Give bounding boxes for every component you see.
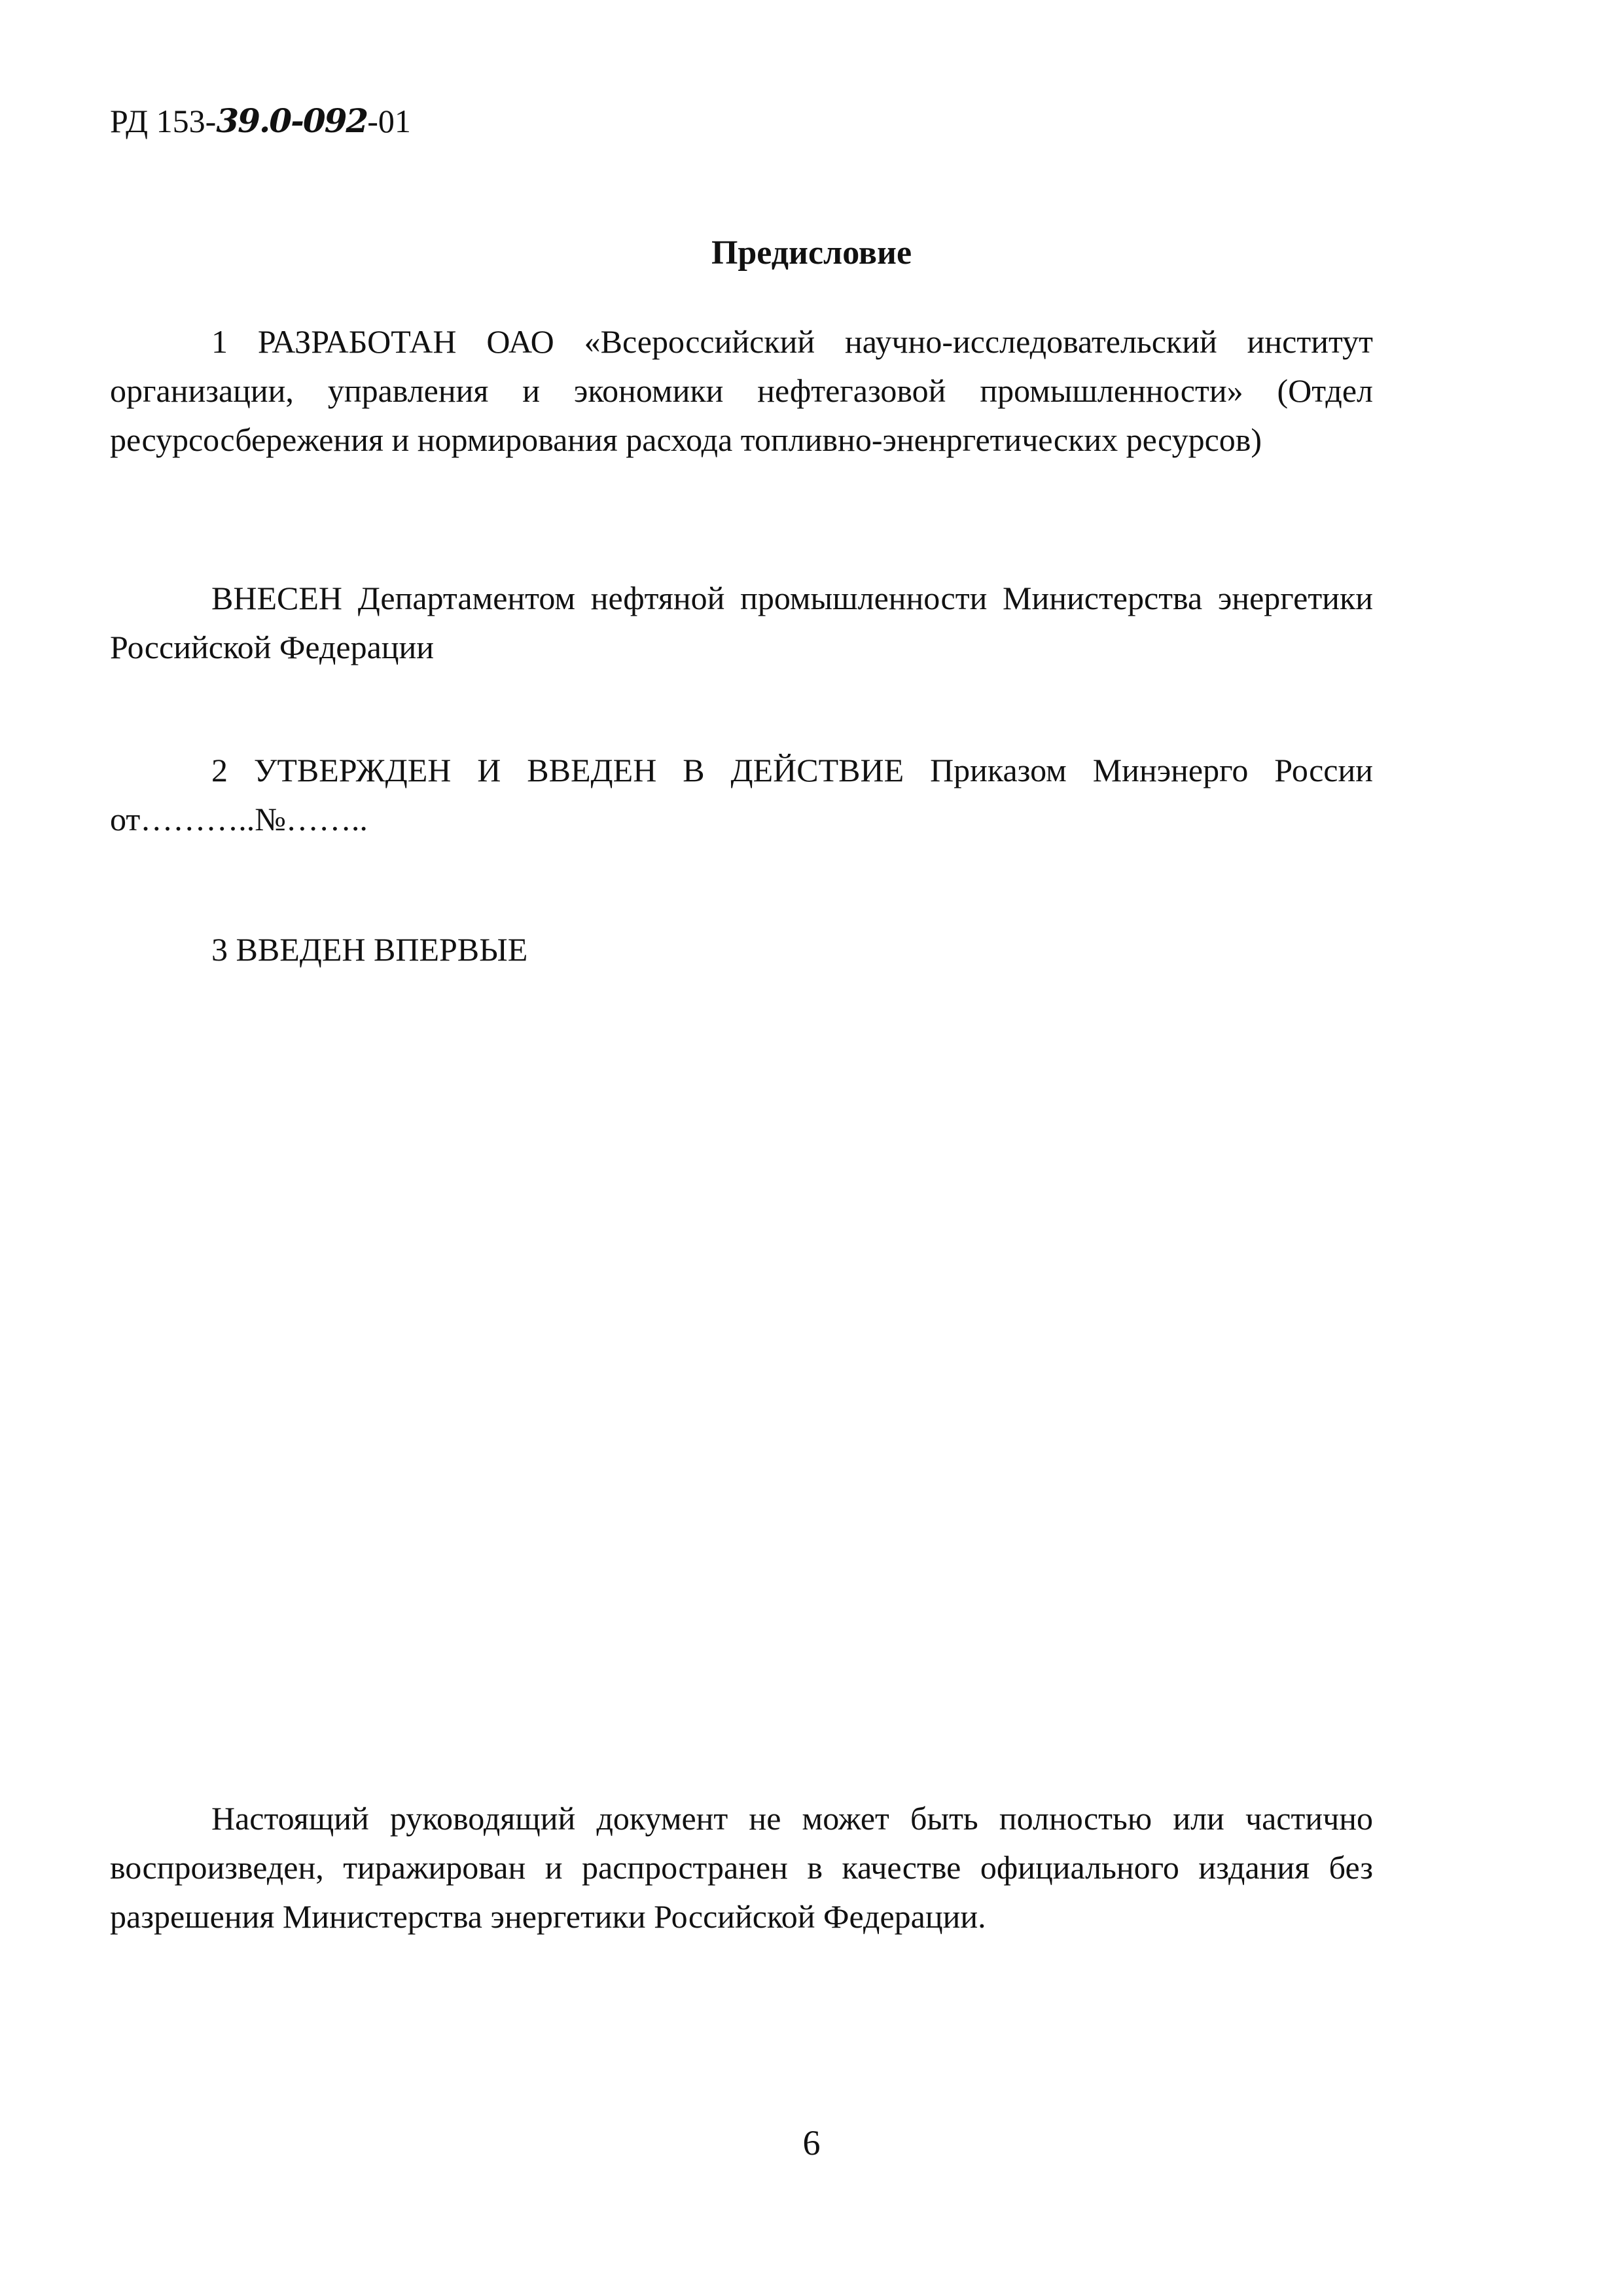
document-code-suffix: -01 [367,103,411,139]
paragraph-first-introduced: 3 ВВЕДЕН ВПЕРВЫЕ [211,931,528,968]
page-number: 6 [802,2123,821,2163]
document-code [110,98,411,144]
document-code-handwritten: 39.0-092 [216,101,368,140]
paragraph-submitted-by: ВНЕСЕН Департаментом нефтяной промышленности Министерства энергетики Российской Федерации [110,580,1373,665]
paragraph-developed-by: 1 РАЗРАБОТАН ОАО «Всероссийский научно-исследовательский институт организации, управления и экономики нефтегазовой промышленности» (Отдел ресурсосбережения и нормирования расхода топливно-эненргетических ресурсов) [110,323,1373,458]
document-code-prefix: РД 153- [110,103,217,139]
paragraph-copyright-notice: Настоящий руководящий документ не может быть полностью или частично воспроизведен, тиражирован и распространен в качестве официального издания без разрешения Министерства энергетики Российской Федерации. [110,1800,1373,1935]
section-title: Предисловие [711,234,912,272]
paragraph-approved: 2 УТВЕРЖДЕН И ВВЕДЕН В ДЕЙСТВИЕ Приказом Минэнерго России от………..№…….. [110,752,1373,838]
